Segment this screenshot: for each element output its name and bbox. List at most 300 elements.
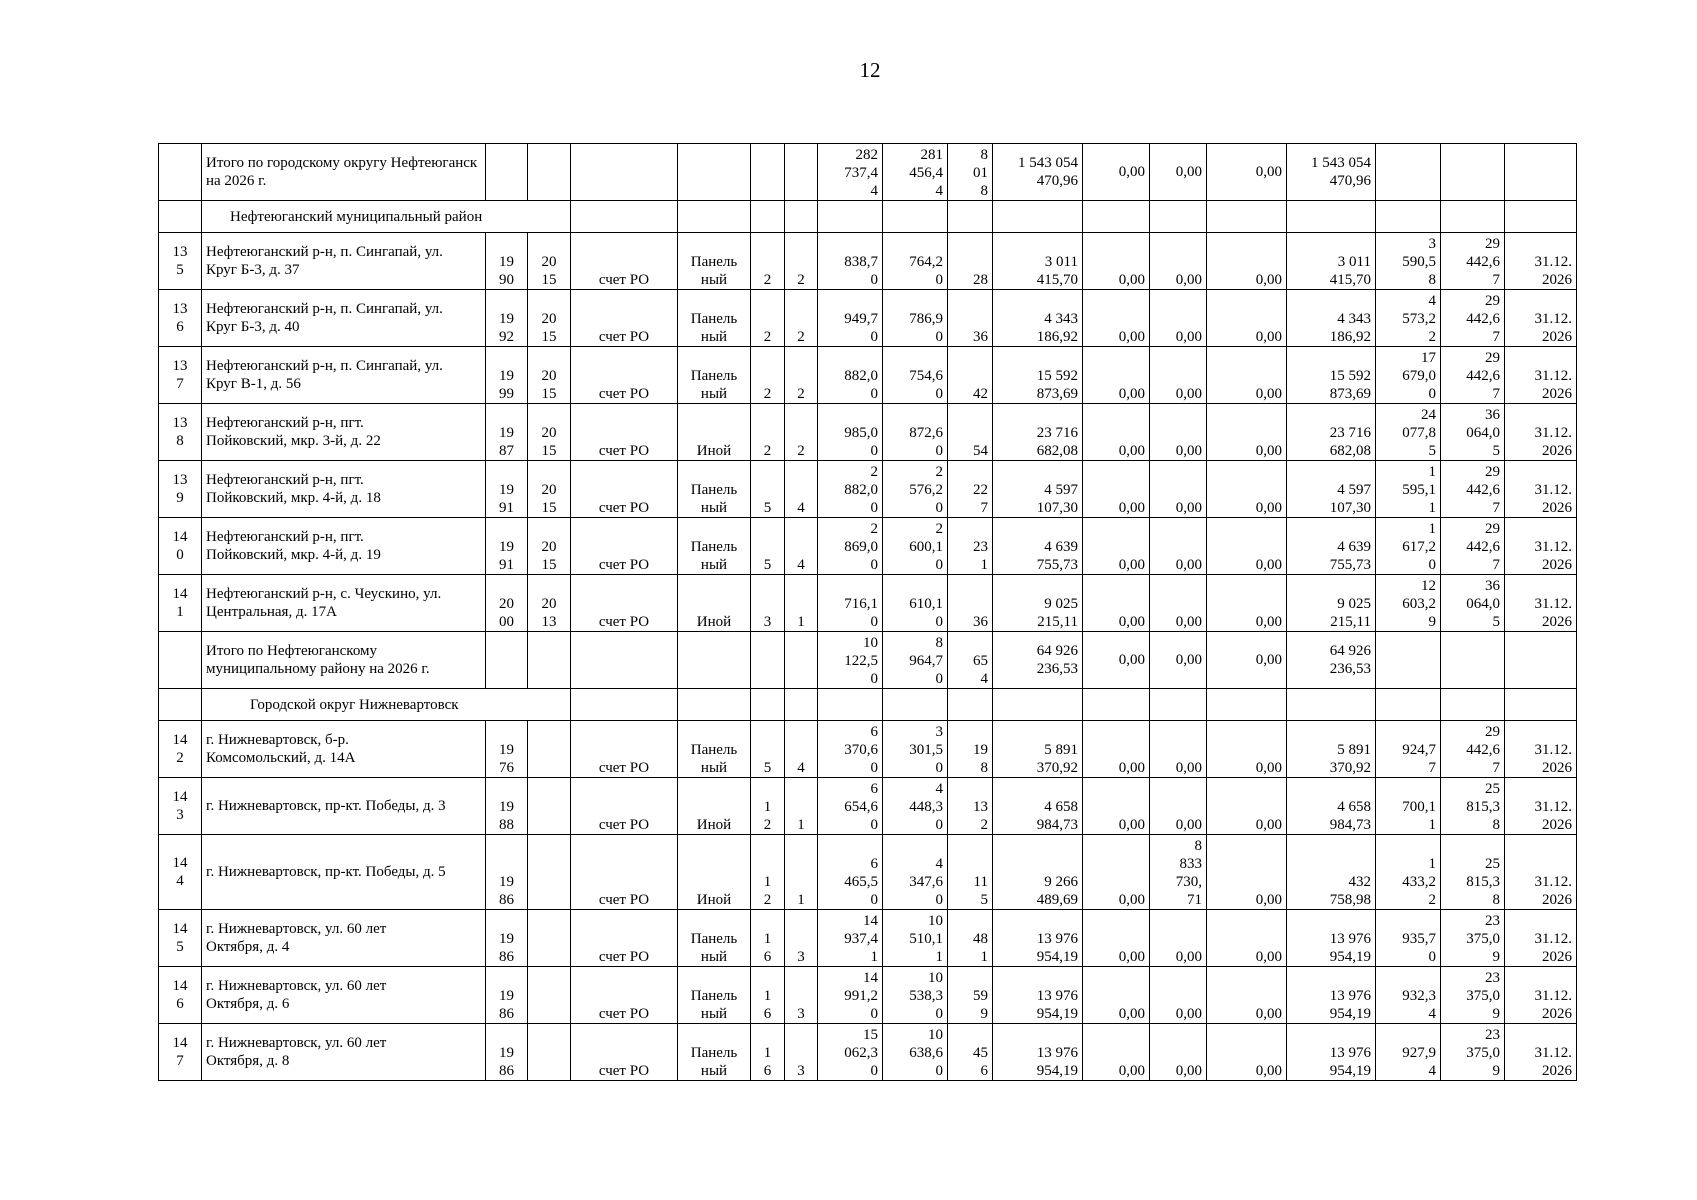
fund-owners-text: 4 597 107,30 [1329, 482, 1371, 516]
unit-cost-text: 924,7 7 [1402, 742, 1436, 776]
fund-federal [1083, 461, 1150, 518]
max-unit-cost [1441, 575, 1505, 632]
empty-cell [1505, 144, 1577, 201]
deadline [1505, 518, 1577, 575]
fund-owners-text: 13 976 954,19 [1329, 988, 1371, 1022]
empty-cell [678, 689, 751, 721]
fund-regional [1150, 910, 1207, 967]
empty-cell [993, 201, 1083, 233]
wall-material-text: Панель ный [690, 988, 738, 1022]
year-built-text: 19 86 [499, 874, 514, 908]
fund-regional-text: 0,00 [1175, 272, 1202, 288]
area-total [818, 233, 883, 290]
fund-municipal-text: 0,00 [1255, 386, 1282, 402]
total-cost-total-text: 1 543 054 470,96 [1018, 155, 1078, 189]
fund-federal-text: 0,00 [1118, 760, 1145, 776]
fund-regional [1150, 233, 1207, 290]
fund-regional [1150, 575, 1207, 632]
empty-cell [993, 689, 1083, 721]
floors-text: 1 2 [763, 874, 772, 908]
funding-method-text: счет РО [598, 386, 650, 402]
row-index-text: 13 8 [172, 415, 188, 449]
table-row [159, 778, 1577, 835]
repair-program-table [158, 143, 1577, 1081]
fund-federal-text: 0,00 [1118, 817, 1145, 833]
empty-cell [159, 144, 202, 201]
floors-text: 2 [763, 329, 772, 345]
deadline-text: 31.12. 2026 [1534, 596, 1572, 630]
fund-owners-text: 9 025 215,11 [1330, 596, 1371, 630]
total-fund-reg [1150, 144, 1207, 201]
floors [751, 835, 785, 910]
entrances-text: 2 [797, 443, 805, 459]
address-text: Нефтеюганский р-н, п. Сингапай, ул. Круг Б-3, д. 37 [206, 244, 443, 278]
row-index [159, 233, 202, 290]
total-residents [948, 144, 993, 201]
residents [948, 461, 993, 518]
fund-regional [1150, 290, 1207, 347]
entrances [785, 347, 818, 404]
area-living-text: 2 600,1 0 [909, 521, 943, 573]
total-residents-text: 8 01 8 [973, 147, 988, 199]
empty-cell [751, 632, 785, 689]
max-unit-cost [1441, 233, 1505, 290]
deadline-text: 31.12. 2026 [1534, 874, 1572, 908]
wall-material-text: Панель ный [690, 482, 738, 516]
section-header-row [159, 201, 1577, 233]
entrances [785, 910, 818, 967]
area-total-text: 6 465,5 0 [844, 856, 878, 908]
fund-federal-text: 0,00 [1118, 1063, 1145, 1079]
area-total-text: 949,7 0 [844, 311, 878, 345]
fund-owners [1287, 835, 1376, 910]
cost-total [993, 347, 1083, 404]
address [202, 778, 486, 835]
area-living-text: 3 301,5 0 [909, 724, 943, 776]
wall-material-text: Панель ный [690, 368, 738, 402]
cost-total-text: 4 597 107,30 [1036, 482, 1078, 516]
cost-total-text: 13 976 954,19 [1036, 1045, 1078, 1079]
entrances [785, 1024, 818, 1081]
max-unit-cost-text: 29 442,6 7 [1466, 724, 1500, 776]
deadline [1505, 575, 1577, 632]
row-index [159, 910, 202, 967]
residents [948, 835, 993, 910]
address-text: г. Нижневартовск, пр-кт. Победы, д. 3 [206, 798, 446, 814]
address [202, 461, 486, 518]
wall-material-text: Панель ный [690, 539, 738, 573]
empty-cell [1207, 689, 1287, 721]
unit-cost-text: 1 617,2 0 [1402, 521, 1436, 573]
address-text: Нефтеюганский р-н, п. Сингапай, ул. Круг Б-3, д. 40 [206, 301, 443, 335]
wall-material-text: Иной [696, 443, 732, 459]
empty-cell [751, 201, 785, 233]
area-living-text: 764,2 0 [909, 254, 943, 288]
fund-owners-text: 3 011 415,70 [1329, 254, 1371, 288]
deadline [1505, 967, 1577, 1024]
fund-regional [1150, 518, 1207, 575]
funding-method-text: счет РО [598, 760, 650, 776]
funding-method-text: счет РО [598, 1006, 650, 1022]
table-row [159, 347, 1577, 404]
area-living [883, 910, 948, 967]
address-text: Нефтеюганский р-н, пгт. Пойковский, мкр. 4-й, д. 18 [206, 472, 381, 506]
fund-owners [1287, 910, 1376, 967]
address [202, 835, 486, 910]
residents-text: 48 1 [973, 931, 988, 965]
fund-municipal [1207, 404, 1287, 461]
cost-total [993, 721, 1083, 778]
fund-municipal [1207, 835, 1287, 910]
area-total [818, 835, 883, 910]
fund-municipal-text: 0,00 [1255, 949, 1282, 965]
empty-cell [1441, 689, 1505, 721]
area-total-text: 716,1 0 [844, 596, 878, 630]
row-index-text: 13 6 [172, 301, 188, 335]
floors [751, 575, 785, 632]
funding-method [571, 233, 678, 290]
max-unit-cost-text: 29 442,6 7 [1466, 521, 1500, 573]
entrances-text: 1 [797, 892, 805, 908]
max-unit-cost-text: 25 815,3 8 [1466, 781, 1500, 833]
fund-owners [1287, 404, 1376, 461]
table-row [159, 575, 1577, 632]
empty-cell [785, 632, 818, 689]
total-area-living [883, 144, 948, 201]
fund-regional [1150, 721, 1207, 778]
fund-owners [1287, 575, 1376, 632]
max-unit-cost [1441, 910, 1505, 967]
cost-total-text: 13 976 954,19 [1036, 931, 1078, 965]
funding-method [571, 778, 678, 835]
address [202, 290, 486, 347]
entrances [785, 967, 818, 1024]
residents [948, 967, 993, 1024]
row-index [159, 1024, 202, 1081]
fund-municipal-text: 0,00 [1255, 272, 1282, 288]
fund-regional-text: 0,00 [1175, 500, 1202, 516]
residents [948, 575, 993, 632]
funding-method [571, 1024, 678, 1081]
fund-municipal-text: 0,00 [1255, 1063, 1282, 1079]
area-living [883, 347, 948, 404]
max-unit-cost [1441, 518, 1505, 575]
empty-cell [818, 201, 883, 233]
entrances-text: 2 [797, 272, 805, 288]
area-total [818, 910, 883, 967]
fund-federal [1083, 1024, 1150, 1081]
funding-method-text: счет РО [598, 1063, 650, 1079]
unit-cost [1376, 233, 1441, 290]
wall-material-text: Иной [696, 892, 732, 908]
total-area-living [883, 632, 948, 689]
table-row [159, 1024, 1577, 1081]
cost-total [993, 910, 1083, 967]
max-unit-cost-text: 23 375,0 9 [1466, 913, 1500, 965]
total-cost-total [993, 144, 1083, 201]
funding-method-text: счет РО [598, 272, 650, 288]
funding-method-text: счет РО [598, 614, 650, 630]
unit-cost [1376, 347, 1441, 404]
deadline [1505, 461, 1577, 518]
wall-material [678, 778, 751, 835]
deadline [1505, 233, 1577, 290]
total-fund-mun-text: 0,00 [1255, 652, 1282, 668]
fund-regional-text: 0,00 [1175, 329, 1202, 345]
floors-text: 2 [763, 272, 772, 288]
cost-total [993, 404, 1083, 461]
residents [948, 404, 993, 461]
address [202, 233, 486, 290]
empty-cell [1287, 201, 1376, 233]
empty-cell [1505, 689, 1577, 721]
fund-federal-text: 0,00 [1118, 500, 1145, 516]
empty-cell [818, 689, 883, 721]
floors [751, 233, 785, 290]
empty-cell [1150, 689, 1207, 721]
area-living-text: 2 576,2 0 [909, 464, 943, 516]
address-text: Нефтеюганский р-н, п. Сингапай, ул. Круг В-1, д. 56 [206, 358, 443, 392]
year-built-text: 19 76 [499, 742, 514, 776]
floors-text: 2 [763, 443, 772, 459]
fund-federal [1083, 518, 1150, 575]
empty-cell [1083, 689, 1150, 721]
floors [751, 518, 785, 575]
total-fund-own [1287, 144, 1376, 201]
cost-total [993, 778, 1083, 835]
area-living-text: 872,6 0 [909, 425, 943, 459]
fund-municipal-text: 0,00 [1255, 614, 1282, 630]
fund-municipal-text: 0,00 [1255, 329, 1282, 345]
unit-cost-text: 17 679,0 0 [1402, 350, 1436, 402]
address-text: г. Нижневартовск, ул. 60 лет Октября, д. 6 [206, 978, 387, 1012]
empty-cell [785, 689, 818, 721]
table-row [159, 721, 1577, 778]
fund-regional [1150, 1024, 1207, 1081]
floors-text: 1 6 [763, 1045, 772, 1079]
empty-cell [1150, 201, 1207, 233]
deadline-text: 31.12. 2026 [1534, 988, 1572, 1022]
area-total-text: 838,7 0 [844, 254, 878, 288]
cost-total-text: 9 025 215,11 [1037, 596, 1078, 630]
wall-material [678, 1024, 751, 1081]
row-index [159, 721, 202, 778]
unit-cost-text: 1 595,1 1 [1402, 464, 1436, 516]
funding-method-text: счет РО [598, 500, 650, 516]
fund-municipal-text: 0,00 [1255, 443, 1282, 459]
wall-material-text: Панель ный [690, 254, 738, 288]
unit-cost-text: 935,7 0 [1402, 931, 1436, 965]
cost-total-text: 15 592 873,69 [1036, 368, 1078, 402]
row-index [159, 967, 202, 1024]
total-fund-fed-text: 0,00 [1118, 164, 1145, 180]
fund-owners [1287, 518, 1376, 575]
cost-total-text: 23 716 682,08 [1036, 425, 1078, 459]
area-total-text: 2 882,0 0 [844, 464, 878, 516]
empty-cell [948, 201, 993, 233]
deadline [1505, 404, 1577, 461]
row-index [159, 404, 202, 461]
cost-total [993, 1024, 1083, 1081]
entrances-text: 2 [797, 386, 805, 402]
total-area-living-text: 8 964,7 0 [909, 635, 943, 687]
funding-method [571, 835, 678, 910]
entrances [785, 778, 818, 835]
cost-total [993, 290, 1083, 347]
entrances [785, 835, 818, 910]
wall-material [678, 910, 751, 967]
area-living-text: 10 538,3 0 [909, 970, 943, 1022]
year-last-repair [528, 290, 571, 347]
fund-federal-text: 0,00 [1118, 272, 1145, 288]
entrances [785, 233, 818, 290]
fund-owners [1287, 967, 1376, 1024]
year-built [486, 518, 528, 575]
empty-cell [678, 144, 751, 201]
floors [751, 721, 785, 778]
funding-method [571, 290, 678, 347]
table-row [159, 290, 1577, 347]
empty-cell [1376, 632, 1441, 689]
year-last-repair [528, 575, 571, 632]
deadline-text: 31.12. 2026 [1534, 254, 1572, 288]
table-row [159, 518, 1577, 575]
total-row [159, 144, 1577, 201]
area-living [883, 404, 948, 461]
page-number: 12 [859, 58, 881, 82]
fund-regional-text: 0,00 [1175, 557, 1202, 573]
fund-regional [1150, 461, 1207, 518]
fund-owners [1287, 461, 1376, 518]
unit-cost-text: 4 573,2 2 [1402, 293, 1436, 345]
cost-total-text: 4 639 755,73 [1036, 539, 1078, 573]
empty-cell [486, 144, 528, 201]
wall-material-text: Панель ный [690, 311, 738, 345]
fund-owners-text: 4 343 186,92 [1329, 311, 1371, 345]
floors-text: 1 6 [763, 988, 772, 1022]
area-living [883, 967, 948, 1024]
wall-material-text: Иной [696, 614, 732, 630]
fund-owners-text: 23 716 682,08 [1329, 425, 1371, 459]
unit-cost-text: 12 603,2 9 [1402, 578, 1436, 630]
row-index [159, 347, 202, 404]
year-built-text: 20 00 [499, 596, 514, 630]
year-last-repair [528, 967, 571, 1024]
address [202, 910, 486, 967]
max-unit-cost-text: 29 442,6 7 [1466, 236, 1500, 288]
fund-regional [1150, 404, 1207, 461]
year-last-repair [528, 910, 571, 967]
entrances [785, 404, 818, 461]
area-total [818, 347, 883, 404]
residents-text: 19 8 [973, 742, 988, 776]
year-built-text: 19 91 [499, 482, 514, 516]
area-total-text: 14 991,2 0 [844, 970, 878, 1022]
row-index-text: 13 7 [172, 358, 188, 392]
total-fund-mun-text: 0,00 [1255, 164, 1282, 180]
cost-total [993, 461, 1083, 518]
total-label-text: Итого по городскому округу Нефтеюганск на 2026 г. [206, 155, 478, 189]
floors [751, 461, 785, 518]
year-last-repair-text: 20 13 [541, 596, 557, 630]
row-index [159, 575, 202, 632]
total-label [202, 632, 486, 689]
wall-material [678, 967, 751, 1024]
row-index-text: 14 6 [172, 978, 188, 1012]
unit-cost-text: 700,1 1 [1402, 799, 1436, 833]
row-index-text: 14 4 [172, 855, 188, 889]
wall-material [678, 461, 751, 518]
floors [751, 1024, 785, 1081]
row-index-text: 14 2 [172, 732, 188, 766]
address-text: Нефтеюганский р-н, пгт. Пойковский, мкр. 4-й, д. 19 [206, 529, 381, 563]
residents [948, 1024, 993, 1081]
funding-method [571, 404, 678, 461]
fund-federal-text: 0,00 [1118, 443, 1145, 459]
cost-total [993, 233, 1083, 290]
residents-text: 42 [973, 386, 988, 402]
fund-owners-text: 13 976 954,19 [1329, 1045, 1371, 1079]
year-last-repair [528, 461, 571, 518]
max-unit-cost-text: 29 442,6 7 [1466, 350, 1500, 402]
fund-federal [1083, 347, 1150, 404]
year-built [486, 1024, 528, 1081]
max-unit-cost [1441, 835, 1505, 910]
cost-total [993, 967, 1083, 1024]
fund-federal-text: 0,00 [1118, 329, 1145, 345]
entrances-text: 4 [797, 500, 805, 516]
empty-cell [486, 632, 528, 689]
residents-text: 36 [973, 329, 988, 345]
total-row [159, 632, 1577, 689]
unit-cost-text: 927,9 4 [1402, 1045, 1436, 1079]
fund-regional [1150, 778, 1207, 835]
floors [751, 967, 785, 1024]
address-text: Нефтеюганский р-н, пгт. Пойковский, мкр. 3-й, д. 22 [206, 415, 381, 449]
residents [948, 778, 993, 835]
fund-owners [1287, 721, 1376, 778]
year-built-text: 19 86 [499, 988, 514, 1022]
fund-federal-text: 0,00 [1118, 892, 1145, 908]
unit-cost [1376, 575, 1441, 632]
fund-regional-text: 0,00 [1175, 817, 1202, 833]
address [202, 721, 486, 778]
year-built [486, 233, 528, 290]
floors-text: 1 6 [763, 931, 772, 965]
residents-text: 54 [973, 443, 988, 459]
year-built [486, 835, 528, 910]
empty-cell [571, 201, 678, 233]
fund-municipal [1207, 290, 1287, 347]
total-area-living-text: 281 456,4 4 [909, 147, 943, 199]
empty-cell [159, 689, 202, 721]
area-total [818, 778, 883, 835]
residents-text: 28 [973, 272, 988, 288]
empty-cell [1441, 632, 1505, 689]
cost-total-text: 3 011 415,70 [1036, 254, 1078, 288]
deadline-text: 31.12. 2026 [1534, 1045, 1572, 1079]
area-total-text: 6 370,6 0 [844, 724, 878, 776]
fund-regional-text: 0,00 [1175, 614, 1202, 630]
area-living [883, 290, 948, 347]
area-living [883, 461, 948, 518]
deadline-text: 31.12. 2026 [1534, 539, 1572, 573]
fund-municipal [1207, 1024, 1287, 1081]
empty-cell [159, 201, 202, 233]
wall-material [678, 347, 751, 404]
unit-cost [1376, 290, 1441, 347]
fund-regional-text: 0,00 [1175, 386, 1202, 402]
